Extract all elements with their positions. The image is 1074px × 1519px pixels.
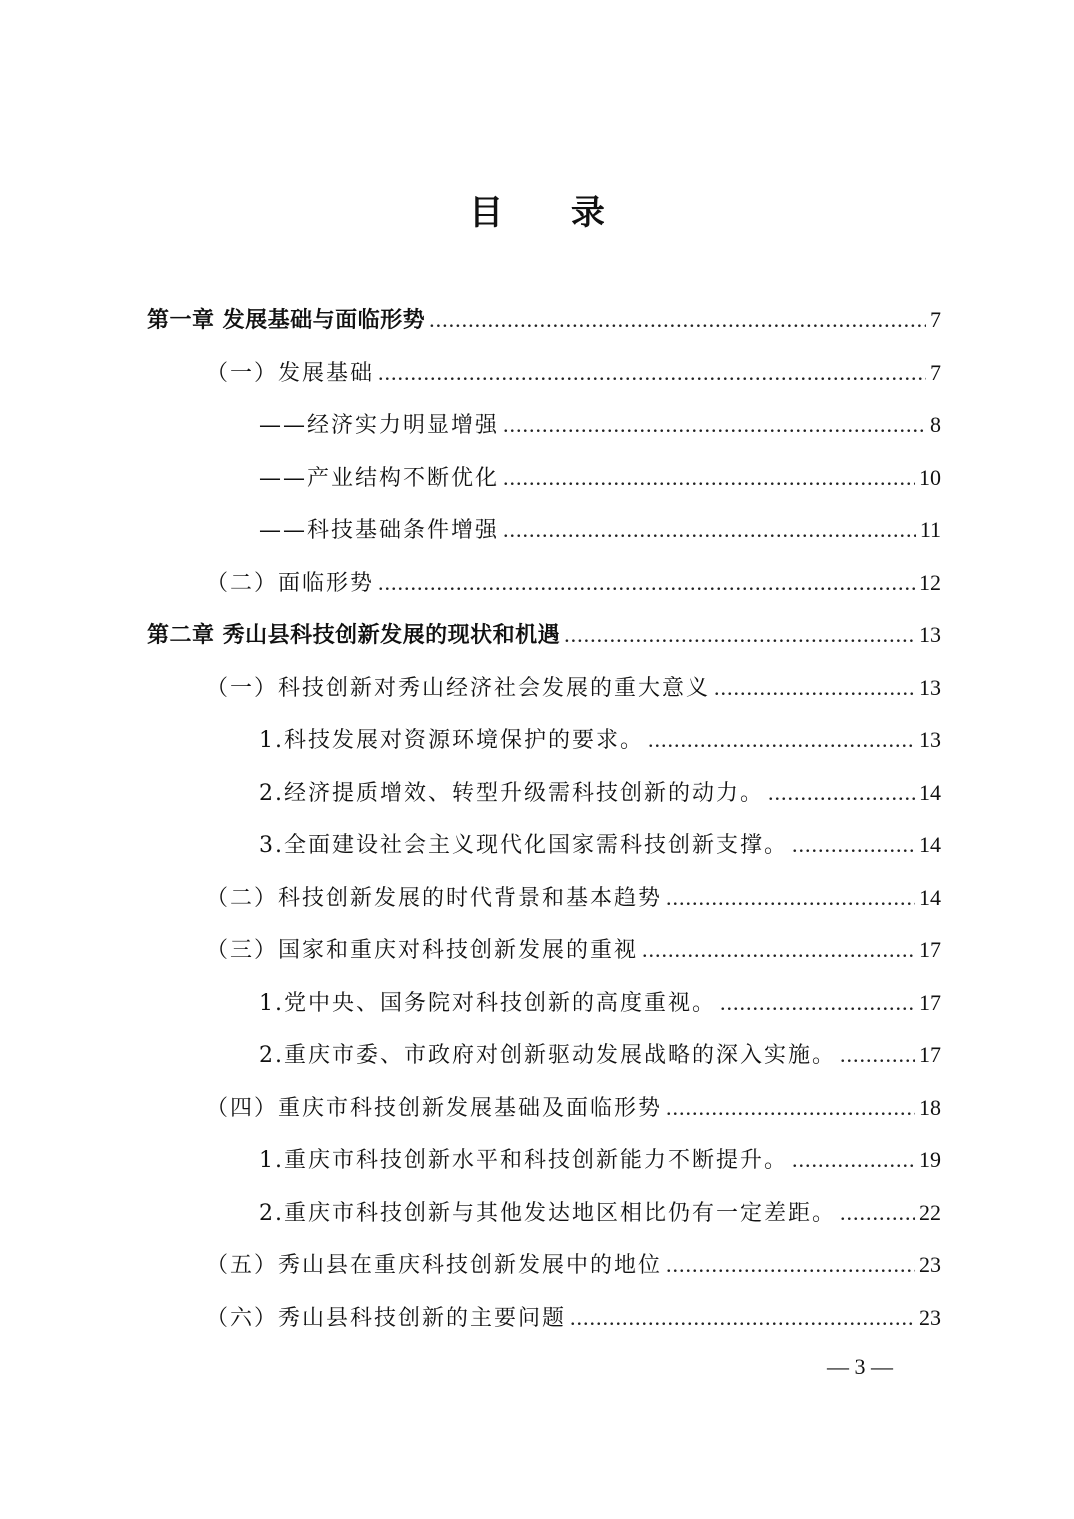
toc-entry-label: ——经济实力明显增强 xyxy=(259,413,500,438)
dot-leader xyxy=(378,563,915,603)
toc-entry-page: 13 xyxy=(919,622,941,647)
toc-entry-page: 17 xyxy=(919,989,941,1015)
toc-entry-label: 1.党中央、国务院对科技创新的高度重视。 xyxy=(259,990,716,1016)
toc-entry-label: 第二章 秀山县科技创新发展的现状和机遇 xyxy=(147,623,561,648)
toc-entry[interactable] xyxy=(259,405,941,445)
toc-entry-label: ——产业结构不断优化 xyxy=(259,465,500,491)
toc-entry[interactable] xyxy=(259,510,941,550)
toc-entry[interactable] xyxy=(259,1140,941,1180)
toc-entry-label: （三）国家和重庆对科技创新发展的重视 xyxy=(206,938,639,963)
dot-leader xyxy=(666,1088,915,1128)
toc-entry[interactable] xyxy=(259,983,941,1023)
toc-entry-page: 17 xyxy=(919,937,941,962)
toc-entry-label: 1.科技发展对资源环境保护的要求。 xyxy=(259,728,644,753)
dot-leader xyxy=(503,458,915,498)
toc-entry-page: 13 xyxy=(919,674,941,700)
toc-entry-label: 2.经济提质增效、转型升级需科技创新的动力。 xyxy=(259,780,764,806)
dot-leader xyxy=(564,615,915,655)
dot-leader xyxy=(503,510,916,550)
toc-entry[interactable] xyxy=(259,1193,941,1233)
toc-entry-page: 23 xyxy=(919,1304,941,1330)
toc-entry-page: 18 xyxy=(919,1094,941,1120)
toc-entry-page: 14 xyxy=(919,832,941,857)
dot-leader xyxy=(792,1140,915,1180)
toc-entry[interactable] xyxy=(259,458,941,498)
toc-entry-label: 3.全面建设社会主义现代化国家需科技创新支撑。 xyxy=(259,833,788,858)
toc-entry[interactable] xyxy=(206,930,941,970)
toc-entry[interactable] xyxy=(259,1035,941,1075)
toc-entry[interactable] xyxy=(206,563,941,603)
toc-entry[interactable] xyxy=(206,1298,941,1338)
toc-entry-label: （一）科技创新对秀山经济社会发展的重大意义 xyxy=(206,675,711,701)
toc-entry-label: （六）秀山县科技创新的主要问题 xyxy=(206,1305,567,1331)
toc-entry-label: 2.重庆市委、市政府对创新驱动发展战略的深入实施。 xyxy=(259,1043,836,1068)
toc-entry[interactable] xyxy=(206,878,941,918)
page-number: — 3 — xyxy=(827,1354,893,1379)
toc-entry-label: 1.重庆市科技创新水平和科技创新能力不断提升。 xyxy=(259,1148,788,1173)
toc-entry[interactable] xyxy=(259,773,941,813)
toc-entry-page: 22 xyxy=(919,1199,941,1225)
dot-leader xyxy=(840,1035,915,1075)
toc-entry[interactable] xyxy=(147,300,941,340)
toc-entry-page: 13 xyxy=(919,727,941,752)
dot-leader xyxy=(648,720,915,760)
toc-entry[interactable] xyxy=(206,668,941,708)
dot-leader xyxy=(503,405,926,445)
toc-entry-page: 10 xyxy=(919,464,941,490)
toc-entry-page: 19 xyxy=(919,1147,941,1172)
toc-entry-page: 14 xyxy=(919,779,941,805)
toc-entry-label: 第一章 发展基础与面临形势 xyxy=(147,308,426,333)
dot-leader xyxy=(642,930,915,970)
dot-leader xyxy=(429,300,926,340)
toc-entry-page: 12 xyxy=(919,569,941,595)
toc-entry-label: （四）重庆市科技创新发展基础及面临形势 xyxy=(206,1095,663,1121)
toc-entry[interactable] xyxy=(206,353,941,393)
dot-leader xyxy=(378,353,926,393)
toc-entry-label: 2.重庆市科技创新与其他发达地区相比仍有一定差距。 xyxy=(259,1200,836,1226)
page-title: 目 录 xyxy=(469,193,633,233)
dot-leader xyxy=(666,878,915,918)
toc-entry-page: 8 xyxy=(930,412,941,437)
dot-leader xyxy=(768,773,915,813)
toc-entry-label: ——科技基础条件增强 xyxy=(259,518,500,543)
toc-entry-page: 17 xyxy=(919,1042,941,1067)
toc-entry-label: （二）面临形势 xyxy=(206,570,375,596)
dot-leader xyxy=(570,1298,915,1338)
toc-entry-page: 7 xyxy=(930,307,941,332)
toc-entry-page: 14 xyxy=(919,884,941,910)
toc-entry-label: （五）秀山县在重庆科技创新发展中的地位 xyxy=(206,1253,663,1278)
dot-leader xyxy=(666,1245,915,1285)
toc-entry-label: （一）发展基础 xyxy=(206,360,375,386)
dot-leader xyxy=(792,825,915,865)
dot-leader xyxy=(714,668,915,708)
toc-entry-page: 23 xyxy=(919,1252,941,1277)
toc-entry-page: 11 xyxy=(919,517,941,542)
toc-entry[interactable] xyxy=(206,1245,941,1285)
dot-leader xyxy=(840,1193,915,1233)
toc-entry-label: （二）科技创新发展的时代背景和基本趋势 xyxy=(206,885,663,911)
toc-entry-page: 7 xyxy=(930,359,941,385)
dot-leader xyxy=(720,983,915,1023)
toc-entry[interactable] xyxy=(206,1088,941,1128)
toc-entry[interactable] xyxy=(259,720,941,760)
toc-entry[interactable] xyxy=(259,825,941,865)
toc-entry[interactable] xyxy=(147,615,941,655)
